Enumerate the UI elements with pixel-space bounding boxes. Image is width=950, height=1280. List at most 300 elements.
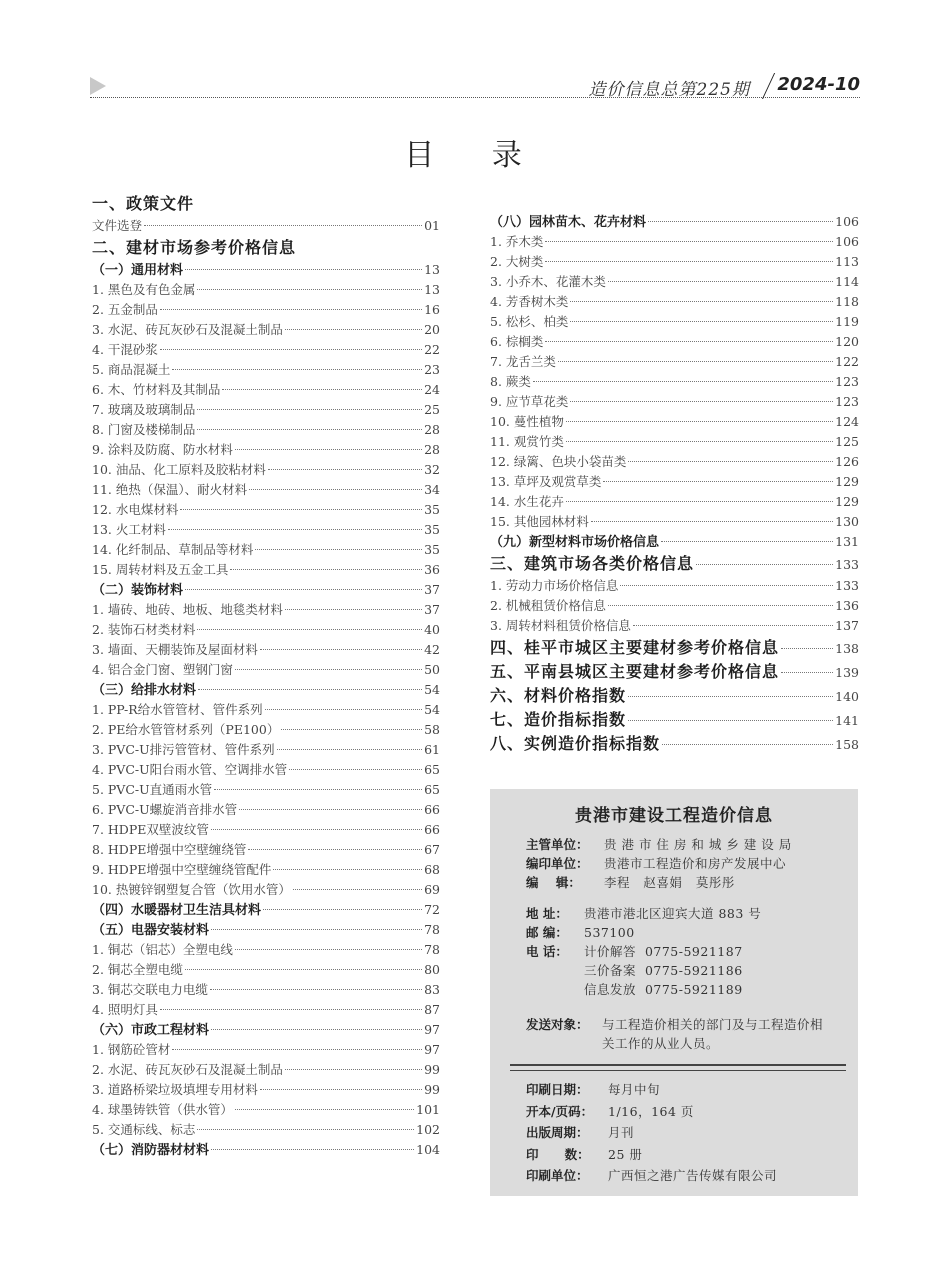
issue-date: 2024-10 xyxy=(762,73,860,97)
toc-page-number: 129 xyxy=(835,494,859,509)
dot-leader xyxy=(235,949,422,950)
toc-entry-title: 4. 照明灯具 xyxy=(92,1002,158,1017)
toc-entry-title: 6. 棕榈类 xyxy=(490,334,544,349)
toc-page-number: 65 xyxy=(424,782,440,797)
toc-entry xyxy=(490,512,859,532)
dot-leader xyxy=(293,889,422,890)
info-row-editors xyxy=(526,873,846,892)
toc-entry-title: 13. 草坪及观赏草类 xyxy=(490,474,602,489)
toc-entry-title: 3. 铜芯交联电力电缆 xyxy=(92,982,208,997)
toc-page-number: 137 xyxy=(835,618,859,633)
toc-entry-title: 4. 芳香树木类 xyxy=(490,294,569,309)
info-value: 贵港市工程造价和房产发展中心 xyxy=(604,856,787,871)
info-key xyxy=(526,961,584,980)
toc-entry-title: 14. 水生花卉 xyxy=(490,494,564,509)
info-row-print-date xyxy=(526,1079,846,1101)
toc-page-number: 40 xyxy=(424,622,440,637)
publisher-rows xyxy=(526,835,846,892)
toc-entry xyxy=(92,860,440,880)
toc-entry-title: 1. 乔木类 xyxy=(490,234,544,249)
toc-entry-title: 14. 化纤制品、草制品等材料 xyxy=(92,542,254,557)
toc-page-number: 01 xyxy=(424,218,440,233)
publication-info-box xyxy=(490,789,858,1196)
toc-entry xyxy=(92,720,440,740)
dot-leader xyxy=(570,301,833,302)
toc-page-number: 78 xyxy=(424,922,440,937)
toc-page-number: 129 xyxy=(835,474,859,489)
toc-subsection xyxy=(92,260,440,280)
toc-entry-title: 11. 观赏竹类 xyxy=(490,434,564,449)
info-value: 每月中旬 xyxy=(608,1082,661,1097)
toc-entry-title: （七）消防器材材料 xyxy=(92,1143,210,1158)
toc-page-number: 158 xyxy=(835,737,859,752)
toc-entry xyxy=(92,820,440,840)
dot-leader xyxy=(281,729,422,730)
dot-leader xyxy=(289,769,422,770)
toc-subsection xyxy=(92,580,440,600)
dot-leader xyxy=(591,521,833,522)
toc-page-number: 119 xyxy=(835,314,859,329)
toc-entry-title: （三）给排水材料 xyxy=(92,683,197,698)
dot-leader xyxy=(214,789,422,790)
toc-page-number: 99 xyxy=(424,1082,440,1097)
toc-entry xyxy=(92,340,440,360)
info-key: 电 话： xyxy=(526,944,568,959)
toc-entry-title: 5. 松杉、柏类 xyxy=(490,314,569,329)
info-key: 编 辑： xyxy=(526,875,581,890)
toc-page-number: 118 xyxy=(835,294,859,309)
toc-entry xyxy=(490,596,859,616)
dot-leader xyxy=(211,829,422,830)
toc-page-number: 35 xyxy=(424,522,440,537)
dot-leader xyxy=(249,489,422,490)
dot-leader xyxy=(265,709,422,710)
toc-page-number: 66 xyxy=(424,802,440,817)
toc-page-number: 23 xyxy=(424,362,440,377)
dot-leader xyxy=(160,349,422,350)
dot-leader xyxy=(781,648,833,649)
info-value: 与工程造价相关的部门及与工程造价相关工作的从业人员。 xyxy=(602,1017,824,1051)
info-row-phone-3 xyxy=(526,980,846,999)
toc-page-number: 54 xyxy=(424,682,440,697)
toc-entry xyxy=(490,452,859,472)
toc-section xyxy=(490,552,859,576)
toc-entry-title: 5. 交通标线、标志 xyxy=(92,1122,196,1137)
toc-entry xyxy=(92,700,440,720)
toc-entry xyxy=(92,740,440,760)
toc-entry xyxy=(92,1120,440,1140)
toc-page-number: 87 xyxy=(424,1002,440,1017)
info-value: 贵港市港北区迎宾大道 883 号 xyxy=(584,906,762,921)
toc-entry-title: 一、政策文件 xyxy=(92,194,195,213)
play-triangle-icon xyxy=(90,77,106,95)
info-row-copies xyxy=(526,1144,846,1166)
send-to xyxy=(526,1015,826,1053)
toc-page-number: 32 xyxy=(424,462,440,477)
toc-entry xyxy=(92,760,440,780)
toc-page-number: 68 xyxy=(424,862,440,877)
toc-page-number: 83 xyxy=(424,982,440,997)
toc-entry-title: 2. 装饰石材类材料 xyxy=(92,622,196,637)
info-row-period xyxy=(526,1122,846,1144)
info-key: 地 址： xyxy=(526,906,568,921)
info-key: 印刷单位： xyxy=(526,1168,589,1183)
toc-entry xyxy=(92,1040,440,1060)
toc-entry-title: 1. 铜芯（铝芯）全塑电线 xyxy=(92,942,233,957)
toc-entry-title: 6. 木、竹材料及其制品 xyxy=(92,382,221,397)
dot-leader xyxy=(268,469,422,470)
dot-leader xyxy=(545,261,833,262)
toc-entry xyxy=(490,432,859,452)
info-key: 出版周期： xyxy=(526,1125,589,1140)
toc-subsection xyxy=(92,1140,440,1160)
toc-entry-title: 7. HDPE双壁波纹管 xyxy=(92,822,209,837)
toc-entry xyxy=(92,1060,440,1080)
toc-entry-title: （二）装饰材料 xyxy=(92,583,184,598)
toc-page-number: 122 xyxy=(835,354,859,369)
toc-subsection xyxy=(92,680,440,700)
info-row-supervisor xyxy=(526,835,846,854)
toc-entry xyxy=(92,216,440,236)
dot-leader xyxy=(185,589,422,590)
toc-entry xyxy=(490,252,859,272)
toc-entry-title: 1. 劳动力市场价格信息 xyxy=(490,578,619,593)
toc-entry xyxy=(92,840,440,860)
dot-leader xyxy=(160,309,422,310)
toc-entry-title: 4. 铝合金门窗、塑钢门窗 xyxy=(92,662,233,677)
contact-rows xyxy=(526,904,846,999)
toc-entry-title: 6. PVC-U螺旋消音排水管 xyxy=(92,802,238,817)
dot-leader xyxy=(603,481,833,482)
toc-entry xyxy=(92,780,440,800)
toc-entry-title: 2. 铜芯全塑电缆 xyxy=(92,962,183,977)
toc-page-number: 133 xyxy=(835,578,859,593)
toc-entry-title: （六）市政工程材料 xyxy=(92,1023,210,1038)
toc-page-number: 141 xyxy=(835,713,859,728)
toc-entry-title: 1. 钢筋砼管材 xyxy=(92,1042,171,1057)
toc-entry xyxy=(490,492,859,512)
toc-page-number: 22 xyxy=(424,342,440,357)
dot-leader xyxy=(628,720,833,721)
toc-entry xyxy=(92,980,440,1000)
toc-entry-title: （五）电器安装材料 xyxy=(92,923,210,938)
toc-page-number: 37 xyxy=(424,582,440,597)
toc-section xyxy=(490,732,859,756)
toc-section xyxy=(490,660,859,684)
dot-leader xyxy=(545,241,833,242)
toc-entry xyxy=(490,292,859,312)
info-row-compiler xyxy=(526,854,846,873)
dot-leader xyxy=(235,669,422,670)
toc-page-number: 28 xyxy=(424,442,440,457)
toc-entry-title: 10. 油品、化工原料及胶粘材料 xyxy=(92,462,266,477)
toc-entry-title: （四）水暖器材卫生洁具材料 xyxy=(92,903,262,918)
toc-entry-title: 15. 其他园林材料 xyxy=(490,514,589,529)
dot-leader xyxy=(235,449,422,450)
toc-page-number: 131 xyxy=(835,534,859,549)
info-row-format xyxy=(526,1101,846,1123)
toc-entry xyxy=(92,420,440,440)
info-row-recipients xyxy=(526,1015,826,1053)
toc-entry xyxy=(490,412,859,432)
toc-entry-title: 11. 绝热（保温）、耐火材料 xyxy=(92,482,248,497)
toc-entry xyxy=(490,332,859,352)
toc-entry xyxy=(490,392,859,412)
toc-entry xyxy=(92,440,440,460)
toc-page-number: 80 xyxy=(424,962,440,977)
toc-page-number: 126 xyxy=(835,454,859,469)
toc-page-number: 20 xyxy=(424,322,440,337)
dot-leader xyxy=(211,1149,414,1150)
dot-leader xyxy=(239,809,422,810)
toc-entry xyxy=(92,320,440,340)
info-row-address xyxy=(526,904,846,923)
dot-leader xyxy=(648,221,833,222)
toc-entry-title: 9. HDPE增强中空壁缠绕管配件 xyxy=(92,862,272,877)
toc-entry-title: 2. 机械租赁价格信息 xyxy=(490,598,606,613)
info-value: 25 册 xyxy=(608,1146,643,1162)
info-key: 印 数： xyxy=(526,1146,590,1162)
toc-entry-title: 2. 水泥、砖瓦灰砂石及混凝土制品 xyxy=(92,1062,283,1077)
dot-leader xyxy=(566,441,833,442)
toc-page-number: 120 xyxy=(835,334,859,349)
toc-page-number: 65 xyxy=(424,762,440,777)
toc-page-number: 35 xyxy=(424,502,440,517)
toc-entry-title: 四、桂平市城区主要建材参考价格信息 xyxy=(490,638,780,657)
toc-entry xyxy=(92,480,440,500)
toc-entry-title: 2. 五金制品 xyxy=(92,302,158,317)
toc-entry-title: 9. 应节草花类 xyxy=(490,394,569,409)
toc-entry-title: （九）新型材料市场价格信息 xyxy=(490,535,660,550)
toc-section xyxy=(92,236,440,260)
toc-right-column xyxy=(490,212,859,756)
dot-leader xyxy=(260,649,422,650)
page-title: 目 录 xyxy=(404,138,546,173)
toc-subsection xyxy=(490,212,859,232)
toc-subsection xyxy=(92,900,440,920)
toc-entry-title: 5. PVC-U直通雨水管 xyxy=(92,782,213,797)
dot-leader xyxy=(277,749,422,750)
toc-page-number: 114 xyxy=(835,274,859,289)
toc-entry xyxy=(92,1080,440,1100)
info-key: 编印单位： xyxy=(526,856,589,871)
toc-entry xyxy=(92,640,440,660)
toc-entry-title: （一）通用材料 xyxy=(92,263,184,278)
toc-entry-title: 3. 墙面、天棚装饰及屋面材料 xyxy=(92,642,258,657)
dot-leader xyxy=(260,1089,422,1090)
toc-page-number: 123 xyxy=(835,374,859,389)
toc-entry xyxy=(92,880,440,900)
info-value: 537100 xyxy=(584,925,635,940)
toc-entry-title: 七、造价指标指数 xyxy=(490,710,627,729)
toc-entry-title: 12. 绿篱、色块小袋苗类 xyxy=(490,454,627,469)
info-value: 三价备案 0775-5921186 xyxy=(584,963,743,978)
toc-entry xyxy=(490,576,859,596)
dot-leader xyxy=(628,461,833,462)
toc-page-number: 125 xyxy=(835,434,859,449)
toc-entry-title: 12. 水电煤材料 xyxy=(92,502,179,517)
toc-left-column xyxy=(92,192,440,1160)
toc-entry xyxy=(490,312,859,332)
dot-leader xyxy=(273,869,422,870)
toc-page-number: 97 xyxy=(424,1022,440,1037)
info-value: 李程 赵喜娟 莫彤彤 xyxy=(604,875,735,890)
toc-page-number: 130 xyxy=(835,514,859,529)
toc-entry-title: 3. 水泥、砖瓦灰砂石及混凝土制品 xyxy=(92,322,283,337)
toc-entry-title: 7. 龙舌兰类 xyxy=(490,354,556,369)
dot-leader xyxy=(211,1029,422,1030)
dot-leader xyxy=(696,564,833,565)
toc-entry xyxy=(92,540,440,560)
dot-leader xyxy=(608,605,833,606)
dot-leader xyxy=(662,744,833,745)
dot-leader xyxy=(781,672,833,673)
toc-entry xyxy=(92,560,440,580)
toc-entry-title: 3. PVC-U排污管管材、管件系列 xyxy=(92,742,275,757)
toc-entry-title: 1. PP-R给水管管材、管件系列 xyxy=(92,702,263,717)
print-rows xyxy=(526,1079,846,1187)
toc-page-number: 13 xyxy=(424,262,440,277)
toc-entry xyxy=(92,400,440,420)
toc-entry-title: 15. 周转材料及五金工具 xyxy=(92,562,229,577)
toc-page-number: 28 xyxy=(424,422,440,437)
toc-entry xyxy=(92,280,440,300)
dot-leader xyxy=(570,401,833,402)
dot-leader xyxy=(248,849,422,850)
toc-entry-title: 4. 球墨铸铁管（供水管） xyxy=(92,1102,233,1117)
toc-page-number: 61 xyxy=(424,742,440,757)
info-value: 贵 港 市 住 房 和 城 乡 建 设 局 xyxy=(604,837,792,852)
toc-entry-title: 8. 蕨类 xyxy=(490,374,531,389)
toc-page-number: 140 xyxy=(835,689,859,704)
info-value: 月刊 xyxy=(608,1125,635,1140)
toc-entry-title: 三、建筑市场各类价格信息 xyxy=(490,554,695,573)
toc-page-number: 104 xyxy=(416,1142,440,1157)
toc-entry-title: 3. 周转材料租赁价格信息 xyxy=(490,618,631,633)
toc-entry-title: 2. 大树类 xyxy=(490,254,544,269)
dot-leader xyxy=(285,329,422,330)
dot-leader xyxy=(545,341,833,342)
toc-entry-title: 1. 黑色及有色金属 xyxy=(92,282,196,297)
toc-entry xyxy=(92,460,440,480)
dot-leader xyxy=(180,509,422,510)
info-key xyxy=(526,980,584,999)
info-key: 印刷日期： xyxy=(526,1082,589,1097)
toc-page-number: 72 xyxy=(424,902,440,917)
toc-entry-title: （八）园林苗木、花卉材料 xyxy=(490,215,647,230)
toc-page-number: 102 xyxy=(416,1122,440,1137)
dot-leader xyxy=(198,689,422,690)
info-row-postcode xyxy=(526,923,846,942)
toc-entry xyxy=(92,620,440,640)
toc-entry xyxy=(92,500,440,520)
toc-entry xyxy=(92,300,440,320)
toc-entry-title: 13. 火工材料 xyxy=(92,522,166,537)
toc-entry-title: 二、建材市场参考价格信息 xyxy=(92,238,297,257)
toc-entry xyxy=(92,380,440,400)
toc-subsection xyxy=(490,532,859,552)
page-header xyxy=(90,72,860,100)
toc-page-number: 42 xyxy=(424,642,440,657)
info-row-phone xyxy=(526,942,846,961)
toc-page-number: 99 xyxy=(424,1062,440,1077)
toc-entry-title: 8. 门窗及楼梯制品 xyxy=(92,422,196,437)
dot-leader xyxy=(263,909,422,910)
dot-leader xyxy=(230,569,422,570)
toc-entry-title: 9. 涂料及防腐、防水材料 xyxy=(92,442,233,457)
toc-section xyxy=(490,636,859,660)
toc-page-number: 101 xyxy=(416,1102,440,1117)
toc-page-number: 78 xyxy=(424,942,440,957)
toc-entry xyxy=(490,472,859,492)
info-value: 计价解答 0775-5921187 xyxy=(584,944,743,959)
toc-page-number: 34 xyxy=(424,482,440,497)
dot-leader xyxy=(172,369,422,370)
toc-page-number: 139 xyxy=(835,665,859,680)
toc-page-number: 69 xyxy=(424,882,440,897)
toc-entry-title: 五、平南县城区主要建材参考价格信息 xyxy=(490,662,780,681)
info-row-printer xyxy=(526,1165,846,1187)
toc-section xyxy=(490,684,859,708)
toc-page-number: 136 xyxy=(835,598,859,613)
dot-leader xyxy=(285,1069,422,1070)
toc-entry-title: 2. PE给水管管材系列（PE100） xyxy=(92,722,280,737)
toc-entry-title: 3. 小乔木、花灌木类 xyxy=(490,274,606,289)
toc-entry xyxy=(490,272,859,292)
dot-leader xyxy=(608,281,833,282)
toc-entry-title: 3. 道路桥梁垃圾填埋专用材料 xyxy=(92,1082,258,1097)
info-key: 开本/页码： xyxy=(526,1103,594,1119)
dot-leader xyxy=(144,225,422,226)
toc-entry-title: 5. 商品混凝土 xyxy=(92,362,171,377)
info-key: 邮 编： xyxy=(526,925,568,940)
info-value: 信息发放 0775-5921189 xyxy=(584,982,743,997)
toc-entry-title: 八、实例造价指标指数 xyxy=(490,734,661,753)
dot-leader xyxy=(197,629,422,630)
toc-entry-title: 4. 干混砂浆 xyxy=(92,342,158,357)
toc-page-number: 50 xyxy=(424,662,440,677)
toc-entry xyxy=(92,960,440,980)
dot-leader xyxy=(210,989,422,990)
toc-page-number: 106 xyxy=(835,234,859,249)
toc-page-number: 37 xyxy=(424,602,440,617)
toc-page-number: 58 xyxy=(424,722,440,737)
dot-leader xyxy=(566,501,833,502)
toc-entry-title: 4. PVC-U阳台雨水管、空调排水管 xyxy=(92,762,288,777)
toc-page-number: 106 xyxy=(835,214,859,229)
dot-leader xyxy=(661,541,833,542)
dot-leader xyxy=(211,929,422,930)
info-value: 广西恒之港广告传媒有限公司 xyxy=(608,1168,778,1183)
dot-leader xyxy=(197,289,422,290)
toc-section xyxy=(92,192,440,216)
toc-page-number: 97 xyxy=(424,1042,440,1057)
dot-leader xyxy=(160,1009,422,1010)
toc-page-number: 35 xyxy=(424,542,440,557)
info-key: 主管单位： xyxy=(526,837,589,852)
toc-entry xyxy=(490,232,859,252)
dot-leader xyxy=(558,361,833,362)
dot-leader xyxy=(570,321,833,322)
toc-entry-title: 文件选登 xyxy=(92,218,143,233)
dot-leader xyxy=(172,1049,422,1050)
toc-entry xyxy=(92,1100,440,1120)
toc-page-number: 24 xyxy=(424,382,440,397)
toc-page-number: 36 xyxy=(424,562,440,577)
dot-leader xyxy=(235,1109,414,1110)
toc-page-number: 133 xyxy=(835,557,859,572)
info-value: 1/16，164 页 xyxy=(608,1103,694,1119)
